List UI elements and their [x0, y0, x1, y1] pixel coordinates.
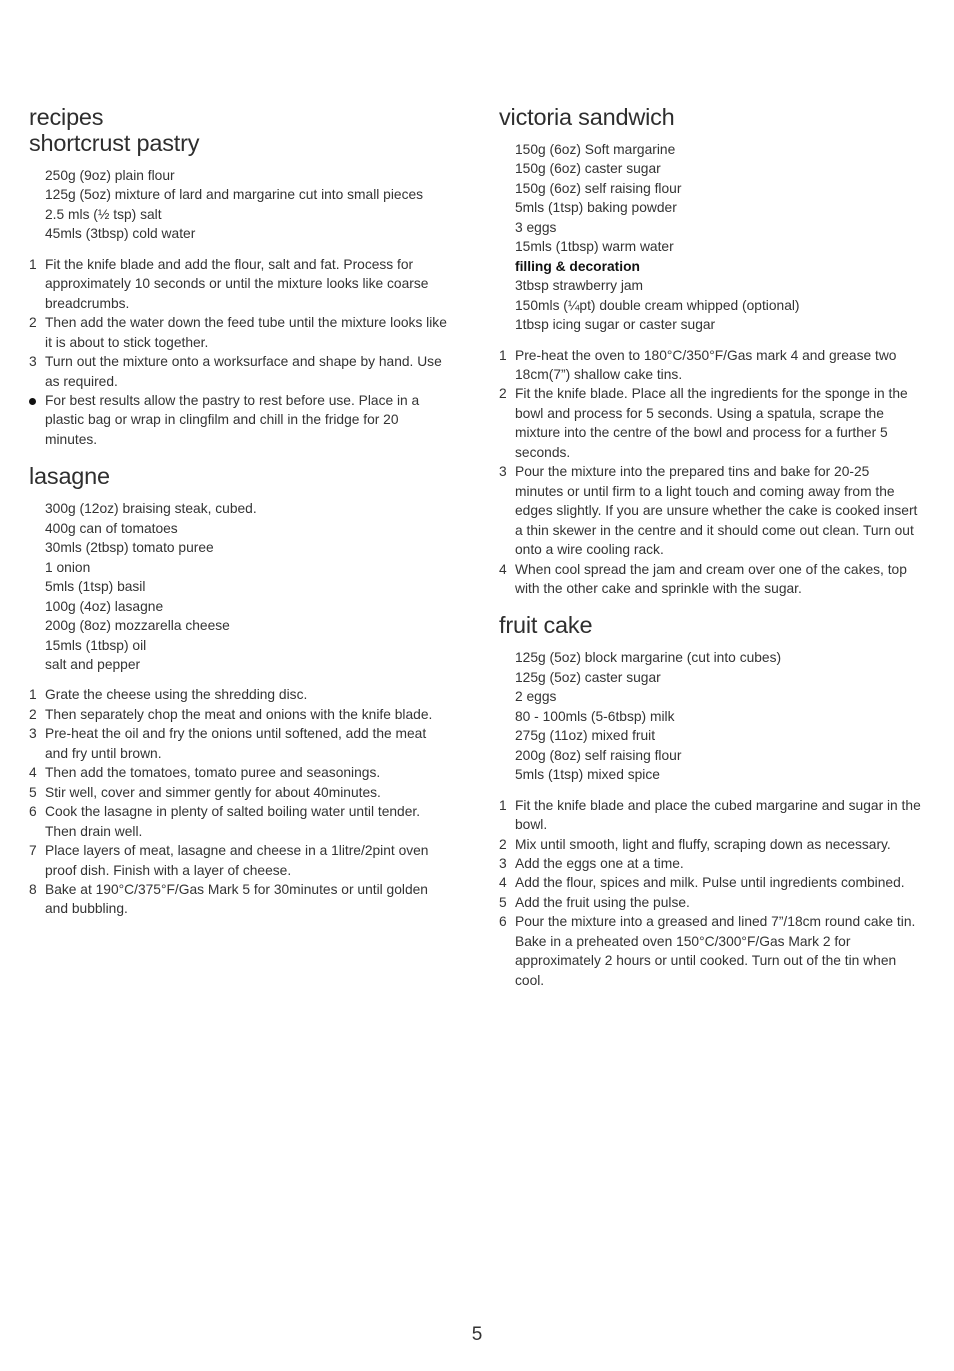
ingredient: 2.5 mls (½ tsp) salt	[45, 206, 162, 222]
ingredient: 150g (6oz) self raising flour	[515, 180, 682, 196]
ingredient: 150mls (¼pt) double cream whipped (optional)	[515, 297, 800, 313]
step	[499, 912, 921, 990]
step-text: Add the flour, spices and milk. Pulse until ingredients combined.	[515, 875, 905, 891]
fruit-cake-ingredients	[515, 648, 921, 784]
ingredient: 275g (11oz) mixed fruit	[515, 728, 656, 744]
step-number: 6	[29, 804, 37, 820]
step	[29, 352, 449, 391]
step-number: 5	[499, 894, 507, 910]
page-number: 5	[471, 1324, 483, 1345]
step-text: Then add the tomatoes, tomato puree and seasonings.	[45, 765, 381, 781]
step-text: Cook the lasagne in plenty of salted boiling water until tender. Then drain well.	[45, 804, 421, 839]
ingredient: 150g (6oz) caster sugar	[515, 161, 661, 177]
step	[29, 313, 449, 352]
step	[499, 873, 921, 892]
step-number: 3	[499, 464, 507, 480]
step	[29, 685, 449, 704]
step-number: 2	[29, 315, 37, 331]
step-number: 4	[29, 765, 37, 781]
ingredient: 125g (5oz) block margarine (cut into cubes)	[515, 650, 782, 666]
step-text: Then separately chop the meat and onions with the knife blade.	[45, 706, 433, 722]
ingredient: 125g (5oz) caster sugar	[515, 669, 661, 685]
lasagne-heading-block	[29, 463, 449, 489]
step-text: Stir well, cover and simmer gently for about 40minutes.	[45, 784, 381, 800]
ingredient: salt and pepper	[45, 656, 141, 672]
recipes-heading-block	[29, 104, 449, 156]
ingredient: 80 - 100mls (5-6tbsp) milk	[515, 708, 675, 724]
ingredient: 125g (5oz) mixture of lard and margarine cut into small pieces	[45, 187, 424, 203]
step-text: Pre-heat the oil and fry the onions until softened, add the meat and fry until brown.	[45, 726, 427, 761]
step-text: Place layers of meat, lasagne and cheese in a 1litre/2pint oven proof dish. Finish with a layer of cheese.	[45, 843, 429, 878]
step-number: 4	[499, 561, 507, 577]
step	[499, 893, 921, 912]
step-text: Grate the cheese using the shredding disc.	[45, 687, 308, 703]
ingredient: 400g can of tomatoes	[45, 520, 178, 536]
step-number: 7	[29, 843, 37, 859]
right-column	[499, 104, 921, 1004]
step	[499, 384, 921, 462]
recipes-title: recipes	[29, 104, 104, 130]
ingredient: 200g (8oz) self raising flour	[515, 747, 682, 763]
step-number: 2	[499, 386, 507, 402]
ingredient: 30mls (2tbsp) tomato puree	[45, 540, 214, 556]
victoria-steps	[499, 346, 921, 599]
step-number: 1	[499, 347, 507, 363]
shortcrust-pastry-title: shortcrust pastry	[29, 130, 200, 156]
victoria-ingredients	[515, 140, 921, 335]
step-number: 3	[29, 726, 37, 742]
ingredient: 300g (12oz) braising steak, cubed.	[45, 501, 257, 517]
shortcrust-ingredients	[45, 166, 449, 244]
step-text: Add the eggs one at a time.	[515, 855, 684, 871]
lasagne-steps	[29, 685, 449, 918]
bullet-icon	[29, 391, 45, 449]
step-text: Pour the mixture into the prepared tins and bake for 20-25 minutes or until firm to a light touch and coming away from the edges slightly. If you are unsure whether the cake is cooked insert a thin skewer in the centre and it should come out clean. Turn out onto a wire cooling rack.	[515, 464, 918, 558]
step-number: 2	[499, 836, 507, 852]
step	[29, 255, 449, 313]
lasagne-ingredients	[45, 499, 449, 674]
step-text: When cool spread the jam and cream over one of the cakes, top with the other cake and sprinkle with the sugar.	[515, 561, 907, 596]
step-number: 1	[499, 797, 507, 813]
step-number: 3	[29, 354, 37, 370]
ingredient: 5mls (1tsp) mixed spice	[515, 767, 660, 783]
step-text: Pour the mixture into a greased and lined 7”/18cm round cake tin. Bake in a preheated oven 150°C/300°F/Gas Mark 2 for approximately 2 hours or until cooked. Turn out of the tin when cool.	[515, 914, 916, 988]
ingredient: 45mls (3tbsp) cold water	[45, 226, 196, 242]
step-text: Bake at 190°C/375°F/Gas Mark 5 for 30minutes or until golden and bubbling.	[45, 881, 428, 917]
step	[29, 705, 449, 724]
victoria-heading-block	[499, 104, 921, 130]
step-text: Turn out the mixture onto a worksurface and shape by hand. Use as required.	[45, 354, 442, 389]
step-text: Add the fruit using the pulse.	[515, 894, 690, 910]
ingredient: 200g (8oz) mozzarella cheese	[45, 618, 230, 634]
step-number: 8	[29, 881, 37, 897]
ingredient: 1 onion	[45, 559, 91, 575]
step-number: 1	[29, 256, 37, 272]
step-number: 6	[499, 914, 507, 930]
lasagne-title: lasagne	[29, 463, 110, 490]
step	[499, 796, 921, 835]
step	[499, 462, 921, 559]
ingredient: 5mls (1tsp) baking powder	[515, 200, 677, 216]
step-text: Pre-heat the oven to 180°C/350°F/Gas mark 4 and grease two 18cm(7”) shallow cake tins.	[515, 347, 897, 382]
step	[29, 802, 449, 841]
step	[29, 391, 449, 449]
step	[29, 763, 449, 782]
step	[29, 783, 449, 802]
step	[499, 854, 921, 873]
step	[29, 880, 449, 919]
step-text: Fit the knife blade and add the flour, salt and fat. Process for approximately 10 seconds or until the mixture looks like coarse breadcrumbs.	[45, 256, 429, 311]
step	[499, 835, 921, 854]
ingredient: 5mls (1tsp) basil	[45, 579, 146, 595]
step	[499, 560, 921, 599]
step-number: 3	[499, 855, 507, 871]
ingredient: 15mls (1tbsp) warm water	[515, 239, 674, 255]
step-text: Then add the water down the feed tube until the mixture looks like it is about to stick together.	[45, 315, 447, 350]
step	[29, 724, 449, 763]
filling-decoration-subheading: filling & decoration	[515, 258, 640, 274]
step-text: Fit the knife blade and place the cubed margarine and sugar in the bowl.	[515, 797, 921, 833]
step	[29, 841, 449, 880]
step-text: Mix until smooth, light and fluffy, scraping down as necessary.	[515, 836, 891, 852]
ingredient: 150g (6oz) Soft margarine	[515, 142, 676, 157]
fruit-cake-title: fruit cake	[499, 612, 593, 639]
ingredient: 1tbsp icing sugar or caster sugar	[515, 317, 716, 333]
victoria-sandwich-title: victoria sandwich	[499, 104, 675, 130]
step-number: 5	[29, 784, 37, 800]
left-column	[29, 104, 449, 933]
step-number: 2	[29, 706, 37, 722]
ingredient: 3 eggs	[515, 219, 557, 235]
ingredient: 3tbsp strawberry jam	[515, 278, 644, 294]
step-text: For best results allow the pastry to rest before use. Place in a plastic bag or wrap in clingfilm and chill in the fridge for 20 minutes.	[45, 392, 420, 447]
fruit-cake-heading-block	[499, 612, 921, 638]
step	[499, 346, 921, 385]
ingredient: 2 eggs	[515, 689, 557, 705]
ingredient: 15mls (1tbsp) oil	[45, 637, 147, 653]
step-text: Fit the knife blade. Place all the ingredients for the sponge in the bowl and process for 5 seconds. Using a spatula, scrape the mixture into the centre of the bowl and process for a further 5 seconds.	[515, 386, 908, 460]
shortcrust-steps	[29, 255, 449, 450]
fruit-cake-steps	[499, 796, 921, 991]
step-number: 1	[29, 687, 37, 703]
ingredient: 100g (4oz) lasagne	[45, 598, 164, 614]
step-number: 4	[499, 875, 507, 891]
ingredient: 250g (9oz) plain flour	[45, 168, 175, 183]
